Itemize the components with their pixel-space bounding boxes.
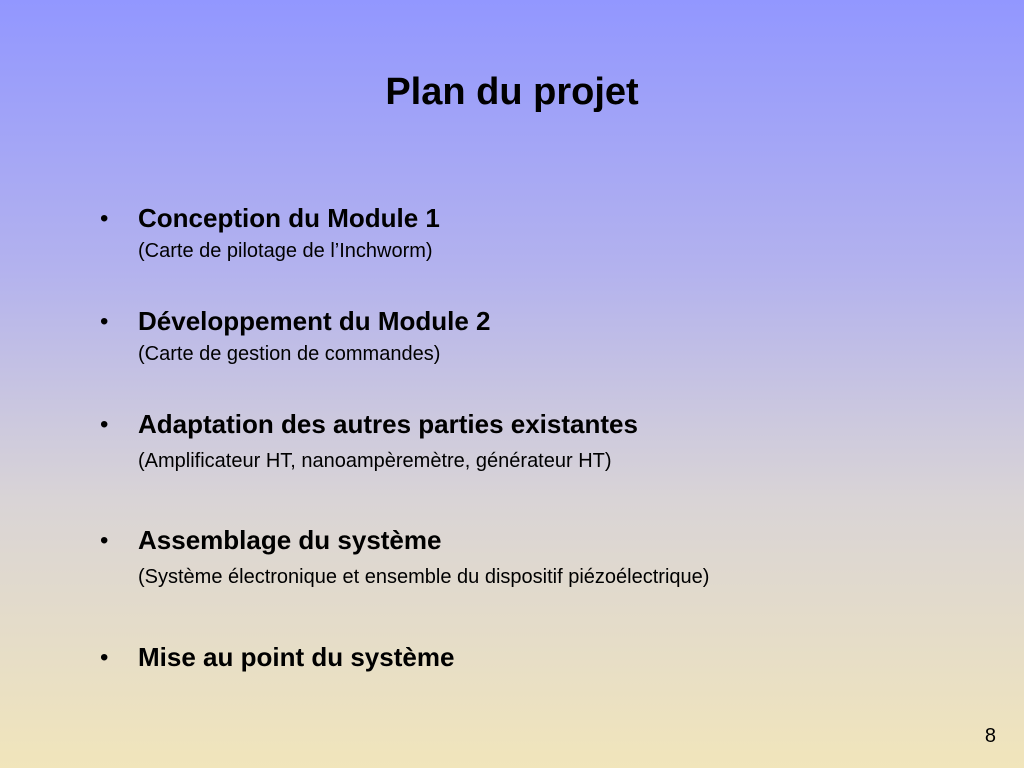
- slide-title: Plan du projet: [385, 71, 639, 113]
- page-number: 8: [984, 725, 996, 747]
- bullet-heading: Mise au point du système: [138, 642, 455, 672]
- bullet-dot: •: [100, 205, 109, 232]
- bullet-subtext: (Amplificateur HT, nanoampèremètre, générateur HT): [138, 450, 612, 472]
- bullet-subtext: (Carte de gestion de commandes): [138, 343, 441, 365]
- bullet-subtext: (Carte de pilotage de l’Inchworm): [138, 240, 433, 262]
- bullet-heading: Adaptation des autres parties existantes: [138, 409, 638, 439]
- bullet-heading: Conception du Module 1: [138, 203, 440, 233]
- bullet-dot: •: [100, 527, 109, 554]
- bullet-heading: Développement du Module 2: [138, 306, 491, 336]
- bullet-dot: •: [100, 644, 109, 671]
- bullet-heading: Assemblage du système: [138, 525, 442, 555]
- bullet-dot: •: [100, 411, 109, 438]
- bullet-dot: •: [100, 308, 109, 335]
- bullet-subtext: (Système électronique et ensemble du dispositif piézoélectrique): [138, 566, 710, 588]
